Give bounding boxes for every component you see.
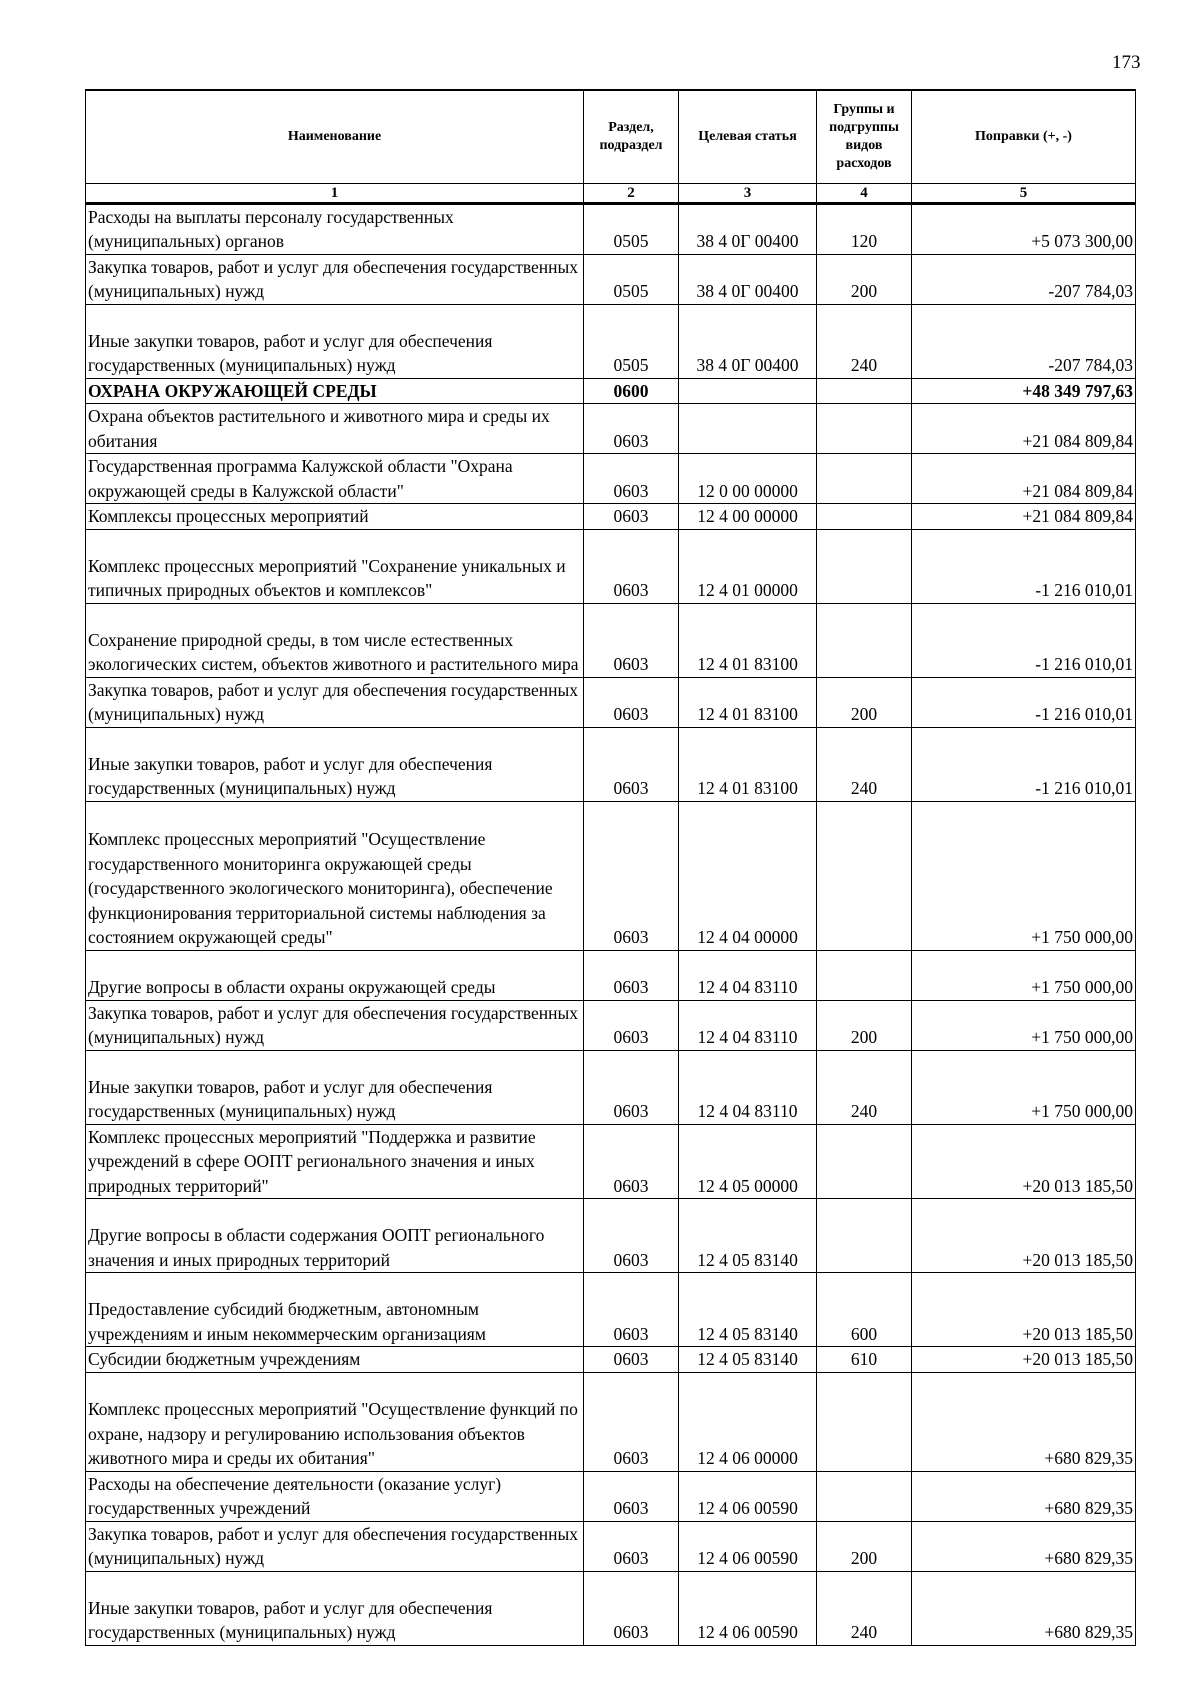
- row-target-article: 12 4 01 83100: [679, 677, 817, 727]
- row-amount: +680 829,35: [912, 1471, 1136, 1521]
- row-target-article: 38 4 0Г 00400: [679, 203, 817, 254]
- row-amount: +20 013 185,50: [912, 1199, 1136, 1273]
- row-name: Охрана объектов растительного и животного мира и среды их обитания: [86, 404, 584, 454]
- row-target-article: 12 4 06 00590: [679, 1571, 817, 1645]
- table-row: [86, 801, 1136, 950]
- row-expense-group: 200: [817, 1000, 912, 1050]
- table-row: [86, 677, 1136, 727]
- header-amendments: Поправки (+, -): [912, 90, 1136, 183]
- row-expense-group: 240: [817, 304, 912, 378]
- column-number: 3: [679, 183, 817, 203]
- row-amount: +20 013 185,50: [912, 1273, 1136, 1347]
- column-number: 2: [584, 183, 679, 203]
- row-section: 0603: [584, 1050, 679, 1124]
- row-name: Субсидии бюджетным учреждениям: [86, 1347, 584, 1373]
- row-amount: -207 784,03: [912, 254, 1136, 304]
- row-amount: +1 750 000,00: [912, 950, 1136, 1000]
- row-name: Комплексы процессных мероприятий: [86, 504, 584, 530]
- table-row: [86, 203, 1136, 254]
- table-row: [86, 1273, 1136, 1347]
- table-row: [86, 304, 1136, 378]
- header-expense-group: Группы и подгруппы видов расходов: [817, 90, 912, 183]
- row-amount: +21 084 809,84: [912, 454, 1136, 504]
- row-section: 0603: [584, 727, 679, 801]
- row-section: 0603: [584, 603, 679, 677]
- row-target-article: 12 4 06 00590: [679, 1521, 817, 1571]
- row-amount: -1 216 010,01: [912, 529, 1136, 603]
- row-target-article: 38 4 0Г 00400: [679, 304, 817, 378]
- row-expense-group: [817, 504, 912, 530]
- row-amount: -1 216 010,01: [912, 603, 1136, 677]
- row-amount: +5 073 300,00: [912, 203, 1136, 254]
- row-expense-group: 240: [817, 1050, 912, 1124]
- row-name: Другие вопросы в области охраны окружающей среды: [86, 950, 584, 1000]
- row-section: 0603: [584, 504, 679, 530]
- row-expense-group: 240: [817, 727, 912, 801]
- table-column-numbers-row: [86, 183, 1136, 203]
- row-amount: +20 013 185,50: [912, 1347, 1136, 1373]
- row-expense-group: [817, 950, 912, 1000]
- row-amount: +680 829,35: [912, 1571, 1136, 1645]
- row-amount: -207 784,03: [912, 304, 1136, 378]
- table-row: [86, 1372, 1136, 1471]
- row-name: Закупка товаров, работ и услуг для обеспечения государственных (муниципальных) нужд: [86, 254, 584, 304]
- row-target-article: 12 0 00 00000: [679, 454, 817, 504]
- row-target-article: [679, 404, 817, 454]
- budget-amendments-table: [85, 89, 1136, 1646]
- table-row: [86, 1347, 1136, 1373]
- row-name: Иные закупки товаров, работ и услуг для обеспечения государственных (муниципальных) нужд: [86, 1571, 584, 1645]
- row-section: 0603: [584, 1471, 679, 1521]
- table-row: [86, 378, 1136, 404]
- table-row: [86, 1000, 1136, 1050]
- table-row: [86, 1521, 1136, 1571]
- table-row: [86, 529, 1136, 603]
- row-section: 0603: [584, 1347, 679, 1373]
- table-row: [86, 950, 1136, 1000]
- row-expense-group: [817, 378, 912, 404]
- row-section: 0603: [584, 404, 679, 454]
- row-target-article: 12 4 00 00000: [679, 504, 817, 530]
- row-amount: +680 829,35: [912, 1521, 1136, 1571]
- column-number: 1: [86, 183, 584, 203]
- table-row: [86, 1199, 1136, 1273]
- row-expense-group: 200: [817, 677, 912, 727]
- row-name: Предоставление субсидий бюджетным, автономным учреждениям и иным некоммерческим организациям: [86, 1273, 584, 1347]
- row-name: ОХРАНА ОКРУЖАЮЩЕЙ СРЕДЫ: [86, 378, 584, 404]
- row-expense-group: [817, 1199, 912, 1273]
- column-number: 5: [912, 183, 1136, 203]
- row-expense-group: [817, 404, 912, 454]
- row-expense-group: 600: [817, 1273, 912, 1347]
- row-name: Закупка товаров, работ и услуг для обеспечения государственных (муниципальных) нужд: [86, 677, 584, 727]
- header-section: Раздел, подраздел: [584, 90, 679, 183]
- row-name: Сохранение природной среды, в том числе естественных экологических систем, объектов животного и растительного мира: [86, 603, 584, 677]
- row-name: Комплекс процессных мероприятий "Поддержка и развитие учреждений в сфере ООПТ регионального значения и иных природных территорий": [86, 1124, 584, 1199]
- table-row: [86, 603, 1136, 677]
- row-target-article: 12 4 04 83110: [679, 1000, 817, 1050]
- row-section: 0603: [584, 1199, 679, 1273]
- row-amount: +680 829,35: [912, 1372, 1136, 1471]
- row-name: Государственная программа Калужской области "Охрана окружающей среды в Калужской области": [86, 454, 584, 504]
- row-target-article: 12 4 01 00000: [679, 529, 817, 603]
- row-expense-group: [817, 1471, 912, 1521]
- row-section: 0600: [584, 378, 679, 404]
- row-name: Другие вопросы в области содержания ООПТ регионального значения и иных природных территорий: [86, 1199, 584, 1273]
- row-target-article: 12 4 06 00590: [679, 1471, 817, 1521]
- row-name: Комплекс процессных мероприятий "Сохранение уникальных и типичных природных объектов и комплексов": [86, 529, 584, 603]
- row-target-article: 12 4 05 83140: [679, 1273, 817, 1347]
- table-row: [86, 1571, 1136, 1645]
- row-target-article: 12 4 04 83110: [679, 1050, 817, 1124]
- row-name: Комплекс процессных мероприятий "Осуществление государственного мониторинга окружающей среды (государственного экологического мониторинга), обеспечение функционирования территориальной системы наблюдения за состоянием окружающей среды": [86, 801, 584, 950]
- row-section: 0603: [584, 1124, 679, 1199]
- row-section: 0603: [584, 1521, 679, 1571]
- row-section: 0603: [584, 1273, 679, 1347]
- row-name: Расходы на выплаты персоналу государственных (муниципальных) органов: [86, 203, 584, 254]
- header-name: Наименование: [86, 90, 584, 183]
- row-target-article: 12 4 04 00000: [679, 801, 817, 950]
- row-section: 0603: [584, 1372, 679, 1471]
- row-section: 0603: [584, 1000, 679, 1050]
- row-target-article: 12 4 06 00000: [679, 1372, 817, 1471]
- row-section: 0603: [584, 454, 679, 504]
- row-expense-group: [817, 454, 912, 504]
- row-name: Расходы на обеспечение деятельности (оказание услуг) государственных учреждений: [86, 1471, 584, 1521]
- table-row: [86, 454, 1136, 504]
- row-section: 0505: [584, 254, 679, 304]
- row-target-article: 12 4 05 83140: [679, 1199, 817, 1273]
- row-name: Иные закупки товаров, работ и услуг для обеспечения государственных (муниципальных) нужд: [86, 304, 584, 378]
- row-name: Комплекс процессных мероприятий "Осуществление функций по охране, надзору и регулированию использования объектов животного мира и среды их обитания": [86, 1372, 584, 1471]
- row-name: Закупка товаров, работ и услуг для обеспечения государственных (муниципальных) нужд: [86, 1521, 584, 1571]
- row-expense-group: 240: [817, 1571, 912, 1645]
- table-row: [86, 1124, 1136, 1199]
- row-section: 0505: [584, 203, 679, 254]
- row-expense-group: 200: [817, 254, 912, 304]
- row-expense-group: [817, 1372, 912, 1471]
- row-expense-group: 200: [817, 1521, 912, 1571]
- row-amount: +1 750 000,00: [912, 1050, 1136, 1124]
- row-expense-group: [817, 801, 912, 950]
- table-row: [86, 727, 1136, 801]
- row-amount: +1 750 000,00: [912, 801, 1136, 950]
- row-amount: +21 084 809,84: [912, 504, 1136, 530]
- row-target-article: 38 4 0Г 00400: [679, 254, 817, 304]
- row-target-article: 12 4 05 83140: [679, 1347, 817, 1373]
- column-number: 4: [817, 183, 912, 203]
- row-amount: +48 349 797,63: [912, 378, 1136, 404]
- row-amount: +20 013 185,50: [912, 1124, 1136, 1199]
- row-target-article: 12 4 01 83100: [679, 603, 817, 677]
- row-name: Иные закупки товаров, работ и услуг для обеспечения государственных (муниципальных) нужд: [86, 1050, 584, 1124]
- row-target-article: 12 4 01 83100: [679, 727, 817, 801]
- row-expense-group: 120: [817, 203, 912, 254]
- row-amount: -1 216 010,01: [912, 677, 1136, 727]
- row-expense-group: 610: [817, 1347, 912, 1373]
- table-row: [86, 504, 1136, 530]
- row-target-article: [679, 378, 817, 404]
- row-expense-group: [817, 1124, 912, 1199]
- table-header-row: [86, 90, 1136, 183]
- table-row: [86, 254, 1136, 304]
- table-row: [86, 1471, 1136, 1521]
- row-name: Закупка товаров, работ и услуг для обеспечения государственных (муниципальных) нужд: [86, 1000, 584, 1050]
- row-name: Иные закупки товаров, работ и услуг для обеспечения государственных (муниципальных) нужд: [86, 727, 584, 801]
- row-expense-group: [817, 529, 912, 603]
- table-row: [86, 1050, 1136, 1124]
- table-row: [86, 404, 1136, 454]
- row-amount: -1 216 010,01: [912, 727, 1136, 801]
- page-number: 173: [1112, 52, 1141, 73]
- row-section: 0603: [584, 1571, 679, 1645]
- row-section: 0603: [584, 677, 679, 727]
- row-section: 0603: [584, 801, 679, 950]
- row-section: 0603: [584, 950, 679, 1000]
- row-section: 0505: [584, 304, 679, 378]
- row-target-article: 12 4 04 83110: [679, 950, 817, 1000]
- row-target-article: 12 4 05 00000: [679, 1124, 817, 1199]
- row-expense-group: [817, 603, 912, 677]
- header-target-article: Целевая статья: [679, 90, 817, 183]
- row-amount: +1 750 000,00: [912, 1000, 1136, 1050]
- row-amount: +21 084 809,84: [912, 404, 1136, 454]
- row-section: 0603: [584, 529, 679, 603]
